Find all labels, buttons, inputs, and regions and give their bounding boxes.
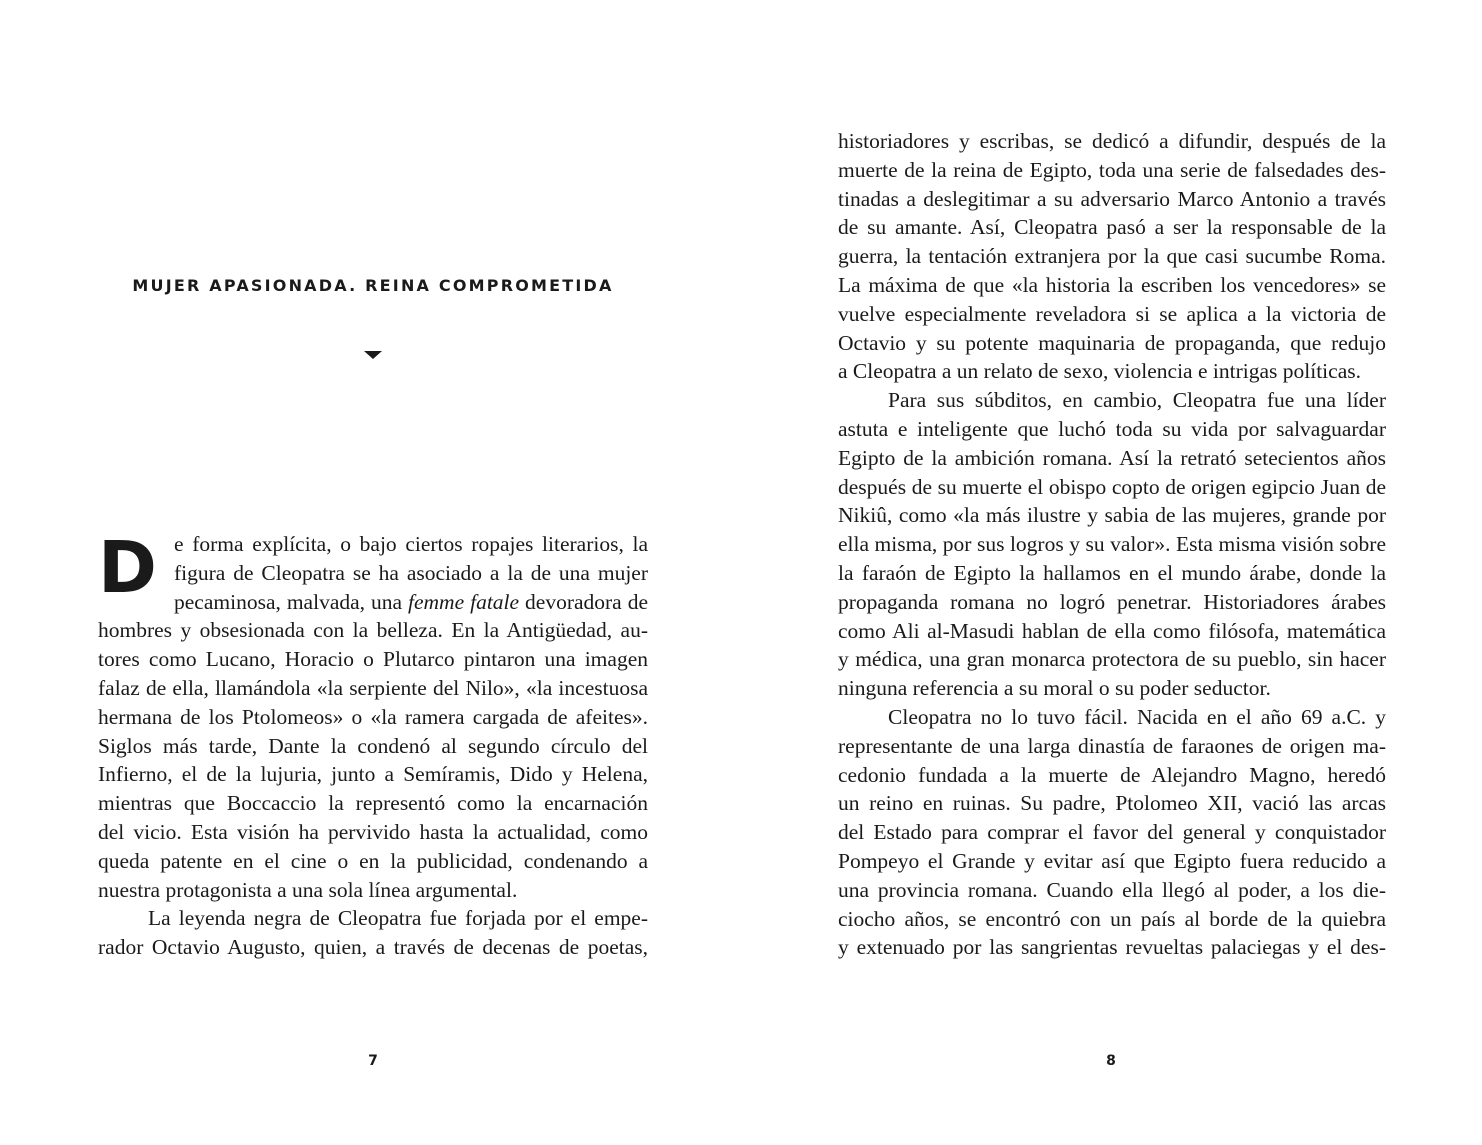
page-number-left: 7	[368, 1053, 378, 1069]
text-line: representante de una larga dinastía de faraones de origen ma-	[838, 733, 1386, 758]
text-line: tinadas a deslegitimar a su adversario Marco Antonio a través	[838, 186, 1386, 211]
triangle-ornament-icon	[364, 351, 382, 359]
page-number-right: 8	[1106, 1053, 1116, 1069]
text-line: Infierno, el de la lujuria, junto a Semíramis, Dido y Helena,	[98, 762, 648, 787]
italic-phrase: femme fatale	[408, 589, 520, 614]
text-line: a Cleopatra a un relato de sexo, violencia e intrigas políticas.	[838, 359, 1361, 384]
text-line: nuestra protagonista a una sola línea argumental.	[98, 877, 518, 902]
text-line: de su amante. Así, Cleopatra pasó a ser la responsable de la	[838, 215, 1386, 240]
text-line: del vicio. Esta visión ha pervivido hasta la actualidad, como	[98, 819, 648, 844]
text-line: Nikiû, como «la más ilustre y sabia de las mujeres, grande por	[838, 503, 1386, 528]
text-line: Octavio y su potente maquinaria de propaganda, que redujo	[838, 330, 1386, 355]
left-page-text	[98, 526, 648, 962]
text-line: hermana de los Ptolomeos» o «la ramera cargada de afeites».	[98, 704, 648, 729]
text-line: La leyenda negra de Cleopatra fue forjada por el empe-	[148, 906, 648, 931]
text-line: queda patente en el cine o en la publicidad, condenando a	[98, 848, 648, 873]
text-line: historiadores y escribas, se dedicó a difundir, después de la	[838, 129, 1386, 153]
text-line: falaz de ella, llamándola «la serpiente del Nilo», «la incestuosa	[98, 675, 648, 700]
text-line: y extenuado por las sangrientas revueltas palaciegas y el des-	[838, 935, 1386, 960]
text-line: la faraón de Egipto la hallamos en el mundo árabe, donde la	[838, 560, 1386, 585]
text-line: Pompeyo el Grande y evitar así que Egipto fuera reducido a	[838, 848, 1386, 873]
text-line: muerte de la reina de Egipto, toda una serie de falsedades des-	[838, 157, 1386, 182]
text-line: del Estado para comprar el favor del general y conquistador	[838, 820, 1386, 845]
text-line: Cleopatra no lo tuvo fácil. Nacida en el año 69 a.C. y	[888, 704, 1386, 729]
text-line: un reino en ruinas. Su padre, Ptolomeo XII, vació las arcas	[838, 791, 1386, 816]
text-line: mientras que Boccaccio la representó como la encarnación	[98, 791, 648, 816]
right-page-text	[838, 127, 1386, 962]
text-line: La máxima de que «la historia la escriben los vencedores» se	[838, 272, 1386, 297]
text-line: guerra, la tentación extranjera por la que casi sucumbe Roma.	[838, 244, 1386, 269]
text-line: después de su muerte el obispo copto de origen egipcio Juan de	[838, 474, 1386, 499]
text-line: hombres y obsesionada con la belleza. En la Antigüedad, au-	[98, 618, 648, 643]
text-line: rador Octavio Augusto, quien, a través de decenas de poetas,	[98, 935, 648, 960]
text-line: Para sus súbditos, en cambio, Cleopatra fue una líder	[888, 388, 1386, 413]
text-line: vuelve especialmente reveladora si se aplica a la victoria de	[838, 301, 1386, 326]
chapter-title: MUJER APASIONADA. REINA COMPROMETIDA	[132, 276, 614, 295]
drop-cap: D	[98, 526, 157, 609]
text-line: figura de Cleopatra se ha asociado a la de una mujer	[174, 560, 648, 585]
right-page	[741, 0, 1482, 1145]
text-line: Egipto de la ambición romana. Así la retrató setecientos años	[838, 445, 1386, 470]
text-line: tores como Lucano, Horacio o Plutarco pintaron una imagen	[98, 647, 648, 672]
text-line: como Ali al-Masudi hablan de ella como filósofa, matemática	[838, 618, 1386, 643]
text-line: astuta e inteligente que luchó toda su vida por salvaguardar	[838, 416, 1386, 441]
text-line: propaganda romana no logró penetrar. Historiadores árabes	[838, 589, 1386, 614]
text-line: Siglos más tarde, Dante la condenó al segundo círculo del	[98, 733, 648, 758]
text-line: ella misma, por sus logros y su valor». Esta misma visión sobre	[838, 532, 1386, 557]
text-line: pecaminosa, malvada, una femme fatale devoradora de	[174, 589, 648, 614]
text-line: una provincia romana. Cuando ella llegó al poder, a los die-	[838, 877, 1386, 902]
text-line: cedonio fundada a la muerte de Alejandro Magno, heredó	[838, 762, 1386, 787]
text-line: y médica, una gran monarca protectora de su pueblo, sin hacer	[838, 647, 1386, 672]
text-line: ninguna referencia a su moral o su poder seductor.	[838, 676, 1271, 701]
text-line: e forma explícita, o bajo ciertos ropajes literarios, la	[174, 532, 648, 556]
text-line: ciocho años, se encontró con un país al borde de la quiebra	[838, 906, 1386, 931]
